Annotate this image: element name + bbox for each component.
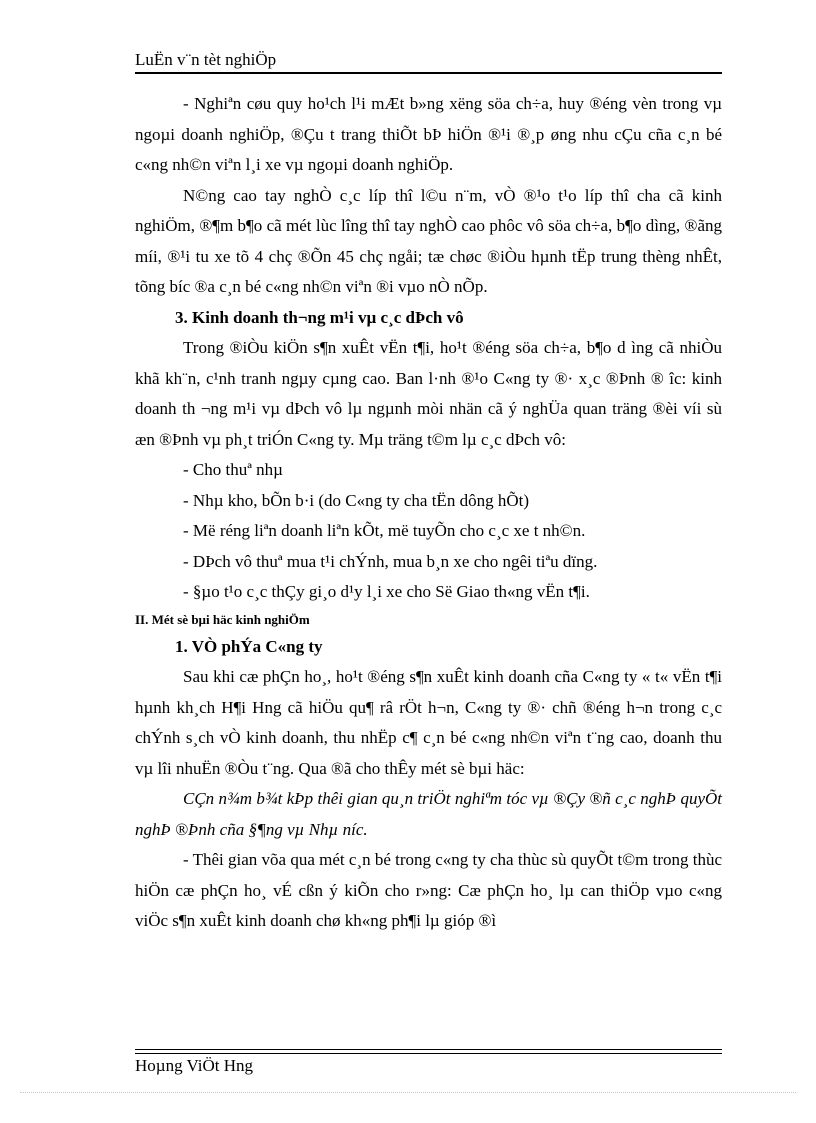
paragraph-recent-time: - Thêi gian võa qua mét c¸n bé trong c«ng ty cha thùc sù quyÕt t©m trong thùc hiÖn cæ phÇn ho¸ vÉ cßn ý kiÕn cho r»ng: Cæ phÇn ho¸ lµ can thiÖp vµo c«ng viÖc s¶n xuÊt kinh doanh chø kh«ng ph¶i lµ gióp ®ì bbox=[135, 850, 723, 930]
section-heading-lessons: II. Mét sè bµi häc kinh nghiÖm bbox=[135, 611, 310, 627]
heading-trade-services: 3. Kinh doanh th¬ng m¹i vµ c¸c dÞch vô bbox=[175, 307, 464, 327]
list-item: - Nhµ kho, bÕn b·i (do C«ng ty cha tËn dông hÕt) bbox=[183, 490, 529, 510]
footer-author: Hoµng ViÖt Hng bbox=[135, 1056, 254, 1075]
list-item: - DÞch vô thuª mua t¹i chÝnh, mua b¸n xe cho ngêi tiªu dïng. bbox=[183, 551, 598, 571]
paragraph-research: - Nghiªn cøu quy ho¹ch l¹i mÆt b»ng xëng söa ch÷a, huy ®éng vèn trong vµ ngoµi doanh nghiÖp, ®Çu t trang thiÕt bÞ hiÖn ®¹i ®¸p øng nhu cÇu cña c¸n bé c«ng nh©n viªn l¸i xe vµ ngoµi doanh nghiÖp. bbox=[135, 94, 722, 174]
page-header-title: LuËn v¨n tèt nghiÖp bbox=[135, 50, 277, 69]
page-bottom-dotted-line bbox=[20, 1092, 796, 1093]
footer-rule-top bbox=[135, 1049, 722, 1050]
paragraph-italic-resolution: CÇn n¾m b¾t kÞp thêi gian qu¸n triÖt nghiªm tóc vµ ®Çy ®ñ c¸c nghÞ quyÕt nghÞ ®Þnh cña §¶ng vµ Nhµ níc. bbox=[135, 789, 722, 839]
paragraph-after-equitization: Sau khi cæ phÇn ho¸, ho¹t ®éng s¶n xuÊt kinh doanh cña C«ng ty « t« vËn t¶i hµnh kh¸ch H¶i Hng cã hiÖu qu¶ râ rÖt h¬n, C«ng ty ®· chñ ®éng h¬n trong c¸c chÝnh s¸ch vÒ kinh doanh, thu nhËp c¶ c¸n bé c«ng nh©n viªn t¨ng cao, doanh thu vµ lîi nhuËn ®Òu t¨ng. Qua ®ã cho thÊy mét sè bµi häc: bbox=[135, 667, 722, 778]
paragraph-skills: N©ng cao tay nghÒ c¸c líp thî l©u n¨m, vÒ ®¹o t¹o líp thî cha cã kinh nghiÖm, ®¶m b¶o cã mét lùc lîng thî tay nghÒ cao phôc vô söa ch÷a, b¶o dìng, ®ãng míi, ®¹i tu xe tõ 4 chç ®Õn 45 chç ngåi; tæ chøc ®iÒu hµnh tËp trung thèng nhÊt, tõng bíc ®a c¸n bé c«ng nh©n viªn ®i vµo nÒ nÕp. bbox=[135, 185, 722, 296]
list-item: - §µo t¹o c¸c thÇy gi¸o d¹y l¸i xe cho Së Giao th«ng vËn t¶i. bbox=[183, 582, 590, 601]
list-item: - Cho thuª nhµ bbox=[183, 460, 283, 479]
header-rule bbox=[135, 72, 722, 74]
paragraph-conditions: Trong ®iÒu kiÖn s¶n xuÊt vËn t¶i, ho¹t ®éng söa ch÷a, b¶o d ìng cã nhiÒu khã kh¨n, c¹nh tranh ngµy cµng cao. Ban l·nh ®¹o C«ng ty ®· x¸c ®Þnh ® îc: kinh doanh th ¬ng m¹i vµ dÞch vô lµ ngµnh mòi nhän cã ý nghÜa quan träng ®èi víi sù æn ®Þnh vµ ph¸t triÓn C«ng ty. Mµ träng t©m lµ c¸c dÞch vô: bbox=[135, 338, 722, 449]
body-text bbox=[135, 89, 722, 937]
footer-rule-bottom bbox=[135, 1053, 722, 1054]
list-item: - Më réng liªn doanh liªn kÕt, më tuyÕn cho c¸c xe t nh©n. bbox=[183, 521, 586, 540]
heading-company-side: 1. VÒ phÝa C«ng ty bbox=[175, 636, 323, 656]
